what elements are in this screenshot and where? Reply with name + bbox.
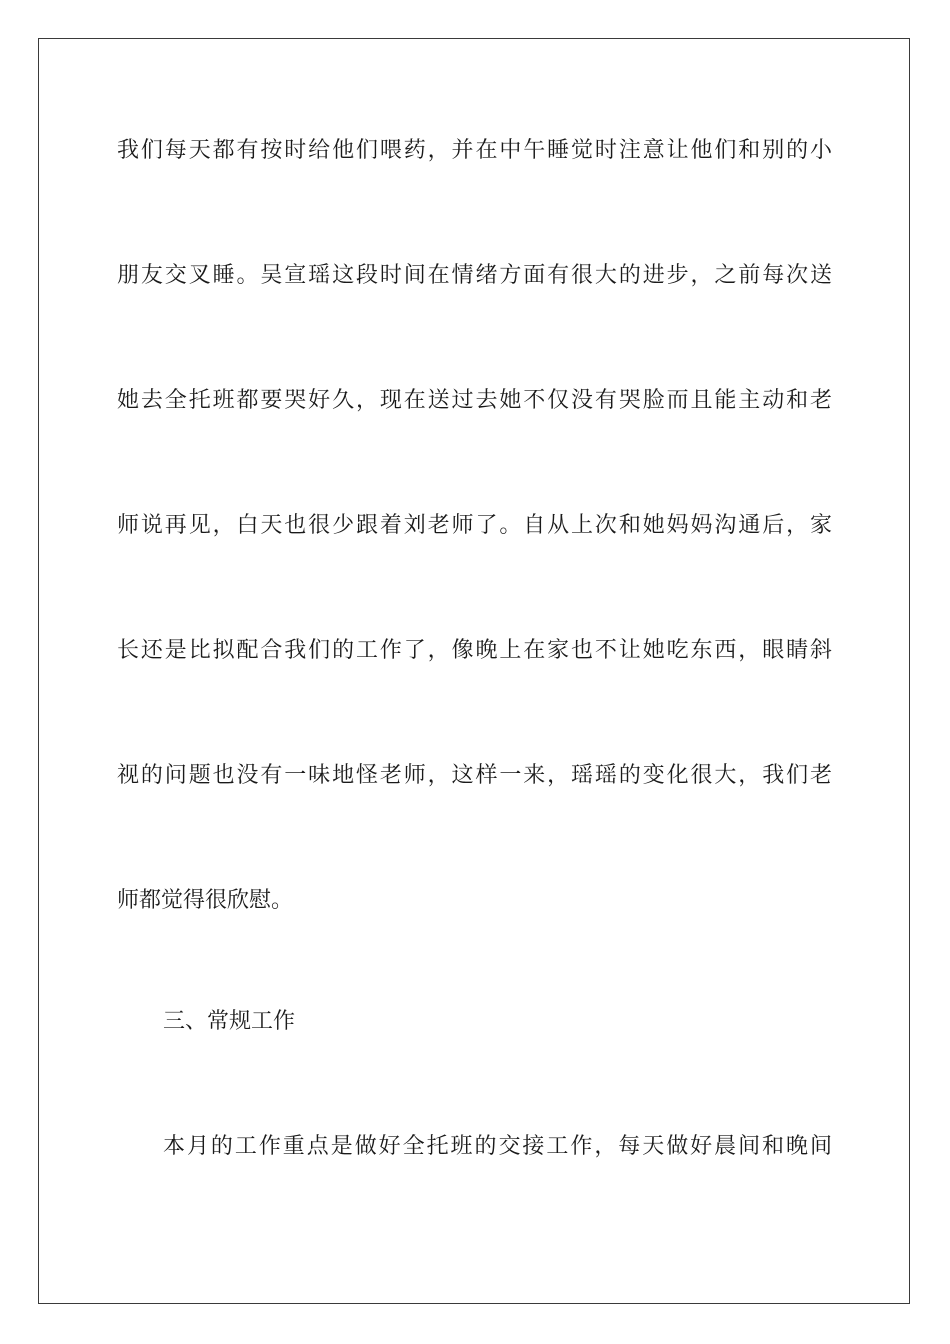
page-border [38, 38, 910, 1304]
paragraph-line-3: 她去全托班都要哭好久，现在送过去她不仅没有哭脸而且能主动和老 [117, 388, 832, 413]
paragraph-line-7: 师都觉得很欣慰。 [117, 888, 294, 913]
paragraph-line-6: 视的问题也没有一味地怪老师，这样一来，瑶瑶的变化很大，我们老 [117, 763, 832, 788]
paragraph-line-1: 我们每天都有按时给他们喂药，并在中午睡觉时注意让他们和别的小 [117, 138, 832, 163]
paragraph-line-5: 长还是比拟配合我们的工作了，像晚上在家也不让她吃东西，眼睛斜 [117, 638, 832, 663]
paragraph-line-2: 朋友交叉睡。吴宣瑶这段时间在情绪方面有很大的进步，之前每次送 [117, 263, 832, 288]
section-paragraph-line-1: 本月的工作重点是做好全托班的交接工作，每天做好晨间和晚间 [163, 1134, 832, 1159]
paragraph-line-4: 师说再见，白天也很少跟着刘老师了。自从上次和她妈妈沟通后，家 [117, 513, 832, 538]
section-heading: 三、常规工作 [163, 1009, 296, 1034]
